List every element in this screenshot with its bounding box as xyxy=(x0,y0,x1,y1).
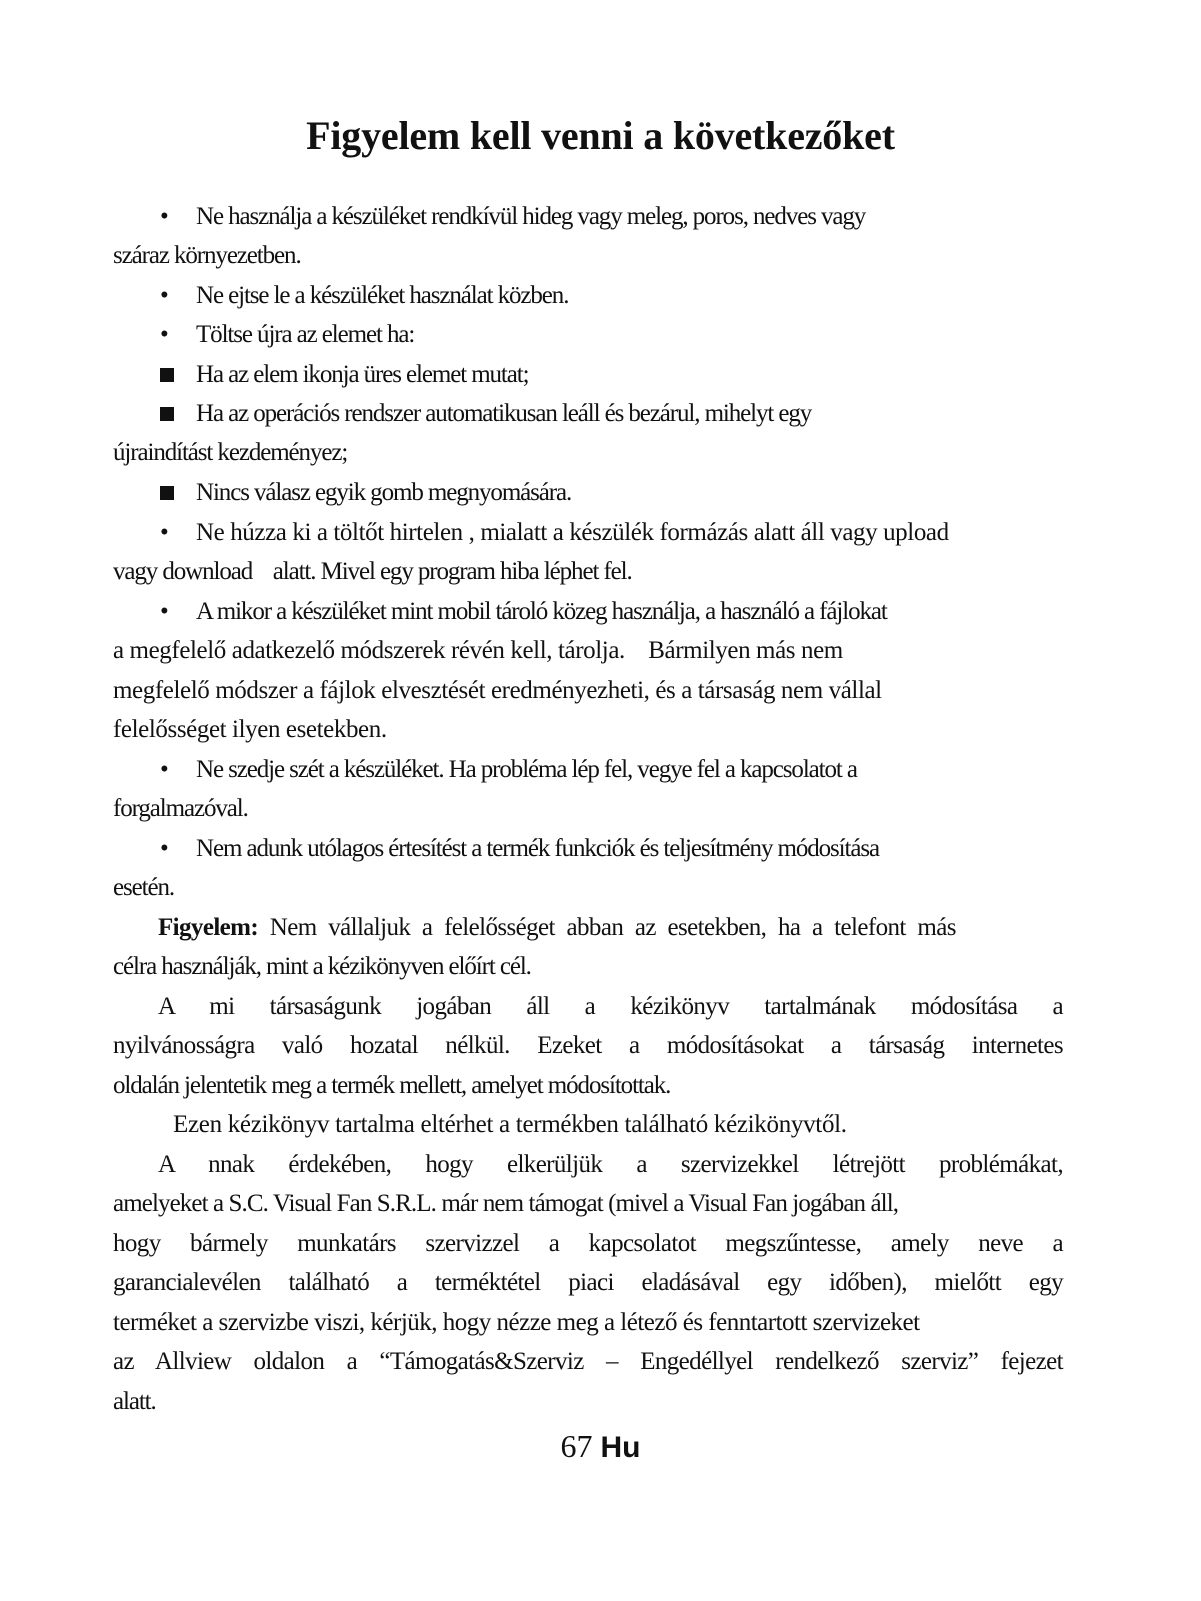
square-bullet-icon xyxy=(160,368,174,382)
bullet-dot-icon: • xyxy=(160,598,169,625)
page-number: 67 xyxy=(560,1428,593,1464)
bullet-text: a megfelelő adatkezelő módszerek révén kell, tárolja. Bármilyen más nem xyxy=(113,637,843,664)
notice-first-line xyxy=(158,913,1063,943)
paragraph-line: nyilvánosságra való hozatal nélkül. Ezeket a módosításokat a társaság internetes xyxy=(113,1032,1063,1059)
bullet-dot-icon: • xyxy=(160,282,169,309)
bullet-text: A mikor a készüléket mint mobil tároló közeg használja, a használó a fájlokat xyxy=(196,598,887,625)
bullet-text: esetén. xyxy=(113,874,175,901)
paragraph-line: terméket a szervizbe viszi, kérjük, hogy nézze meg a létező és fenntartott szervizeket xyxy=(113,1309,920,1336)
bullet-text: megfelelő módszer a fájlok elvesztését eredményezheti, és a társaság nem vállal xyxy=(113,677,882,704)
bullet-dot-icon: • xyxy=(160,321,169,348)
page-footer xyxy=(0,1428,1201,1465)
bullet-text: Ne használja a készüléket rendkívül hideg vagy meleg, poros, nedves vagy xyxy=(196,203,866,230)
bullet-text: száraz környezetben. xyxy=(113,242,301,269)
notice-text: célra használják, mint a kézikönyven előírt cél. xyxy=(113,953,531,980)
bullet-dot-icon: • xyxy=(160,203,169,230)
notice-label: Figyelem: xyxy=(158,914,259,941)
square-bullet-icon xyxy=(160,407,174,421)
square-bullet-icon xyxy=(160,486,174,500)
paragraph-line: az Allview oldalon a “Támogatás&Szerviz – Engedéllyel rendelkező szerviz” fejezet xyxy=(113,1348,1063,1375)
bullet-text: Nincs válasz egyik gomb megnyomására. xyxy=(196,479,572,506)
bullet-dot-icon: • xyxy=(160,519,169,546)
bullet-text: újraindítást kezdeményez; xyxy=(113,439,348,466)
paragraph-line: A mi társaságunk jogában áll a kézikönyv tartalmának módosítása a xyxy=(158,993,1063,1020)
bullet-text: Ne ejtse le a készüléket használat közben. xyxy=(196,282,569,309)
paragraph-line: garancialevélen található a terméktétel piaci eladásával egy időben), mielőtt egy xyxy=(113,1269,1063,1296)
notice-text: Nem vállaljuk a felelősséget abban az esetekben, ha a telefont más xyxy=(258,914,956,941)
language-code: Hu xyxy=(600,1431,641,1464)
bullet-text: Ha az operációs rendszer automatikusan leáll és bezárul, mihelyt egy xyxy=(196,400,812,427)
bullet-text: Ha az elem ikonja üres elemet mutat; xyxy=(196,361,529,388)
bullet-text: Nem adunk utólagos értesítést a termék funkciók és teljesítmény módosítása xyxy=(196,835,879,862)
bullet-dot-icon: • xyxy=(160,835,169,862)
bullet-text: Ne húzza ki a töltőt hirtelen , mialatt a készülék formázás alatt áll vagy upload xyxy=(196,519,949,546)
paragraph-line: A nnak érdekében, hogy elkerüljük a szervizekkel létrejött problémákat, xyxy=(158,1151,1063,1178)
paragraph-line: alatt. xyxy=(113,1388,156,1415)
paragraph-line: hogy bármely munkatárs szervizzel a kapcsolatot megszűntesse, amely neve a xyxy=(113,1230,1063,1257)
bullet-text: Ne szedje szét a készüléket. Ha probléma lép fel, vegye fel a kapcsolatot a xyxy=(196,756,857,783)
paragraph-line: oldalán jelentetik meg a termék mellett, amelyet módosítottak. xyxy=(113,1072,671,1099)
bullet-text: Töltse újra az elemet ha: xyxy=(196,321,415,348)
paragraph-line: amelyeket a S.C. Visual Fan S.R.L. már nem támogat (mivel a Visual Fan jogában áll, xyxy=(113,1190,899,1217)
bullet-text: vagy download alatt. Mivel egy program hiba léphet fel. xyxy=(113,558,632,585)
content-notice: Ezen kézikönyv tartalma eltérhet a termékben található kézikönyvtől. xyxy=(173,1111,847,1138)
page-title: Figyelem kell venni a következőket xyxy=(306,113,895,158)
bullet-text: forgalmazóval. xyxy=(113,795,248,822)
bullet-text: felelősséget ilyen esetekben. xyxy=(113,716,387,743)
bullet-dot-icon: • xyxy=(160,756,169,783)
